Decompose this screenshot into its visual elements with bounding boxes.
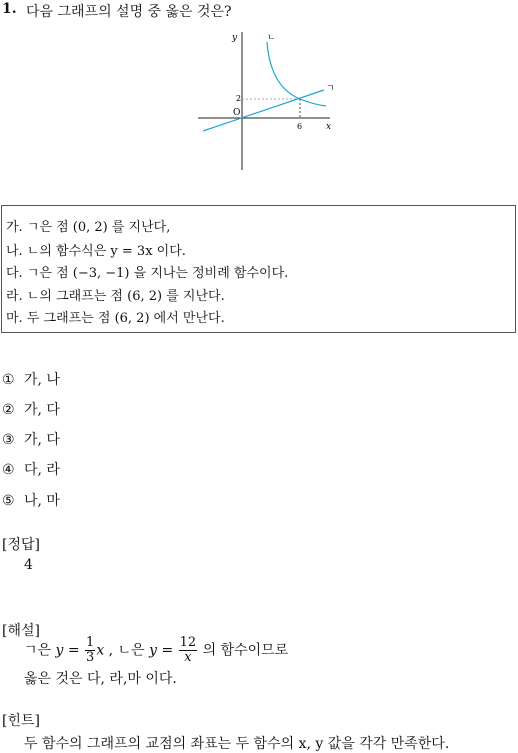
hyperbola-label: ㄴ bbox=[267, 33, 276, 43]
answer-heading: [정답] bbox=[2, 537, 40, 553]
tick-x-label: 6 bbox=[297, 122, 303, 131]
choice-2[interactable] bbox=[2, 399, 60, 419]
fraction-1 bbox=[85, 636, 95, 665]
explanation-line-1 bbox=[24, 636, 288, 665]
explanation-heading: [해설] bbox=[2, 623, 40, 639]
hyperbola-graph bbox=[267, 42, 326, 106]
statement-5: 마. 두 그래프는 점 (6, 2) 에서 만난다. bbox=[6, 311, 225, 326]
equation-x-1: x bbox=[96, 642, 105, 659]
origin-label: O bbox=[233, 108, 241, 118]
statement-3: 다. ㄱ은 점 (−3, −1) 을 지나는 정비례 함수이다. bbox=[6, 266, 289, 281]
choice-text: 나, 마 bbox=[24, 493, 60, 509]
choice-text: 가, 다 bbox=[24, 402, 60, 418]
function-graph bbox=[190, 28, 340, 173]
fraction-2-numerator: 12 bbox=[179, 635, 197, 650]
explanation-line-2: 옳은 것은 다, 라,마 이다. bbox=[24, 671, 177, 687]
tick-y-label: 2 bbox=[236, 94, 242, 103]
choice-5[interactable] bbox=[2, 490, 60, 510]
choice-3[interactable] bbox=[2, 429, 60, 449]
choice-text: 다, 라 bbox=[24, 462, 60, 478]
question-text: 다음 그래프의 설명 중 옳은 것은? bbox=[26, 4, 232, 20]
choice-number: ① bbox=[2, 372, 15, 388]
explanation-prefix: ㄱ은 bbox=[24, 642, 56, 659]
fraction-2 bbox=[179, 636, 198, 665]
line-graph bbox=[203, 90, 324, 131]
choice-1[interactable] bbox=[2, 369, 60, 389]
choice-number: ③ bbox=[2, 432, 15, 448]
statement-1: 가. ㄱ은 점 (0, 2) 를 지난다, bbox=[6, 220, 171, 235]
fraction-1-denominator: 3 bbox=[86, 650, 95, 665]
statement-box bbox=[1, 205, 516, 333]
hint-heading: [힌트] bbox=[2, 713, 40, 729]
equation-y-2: y = bbox=[149, 642, 174, 659]
choice-number: ⑤ bbox=[2, 493, 15, 509]
explanation-mid: , ㄴ은 bbox=[104, 642, 150, 659]
explanation-suffix: 의 함수이므로 bbox=[198, 642, 289, 659]
fraction-2-denominator: x bbox=[184, 650, 192, 665]
x-axis-label: x bbox=[326, 122, 332, 132]
equation-y-1: y = bbox=[55, 642, 80, 659]
choice-text: 가, 다 bbox=[24, 432, 60, 448]
statement-4: 라. ㄴ의 그래프는 점 (6, 2) 를 지난다. bbox=[6, 289, 225, 304]
choice-4[interactable] bbox=[2, 459, 60, 479]
hint-text: 두 함수의 그래프의 교점의 좌표는 두 함수의 x, y 값을 각각 만족한다. bbox=[24, 736, 450, 752]
line-label: ㄱ bbox=[326, 84, 335, 94]
fraction-1-numerator: 1 bbox=[86, 635, 95, 650]
choice-text: 가, 나 bbox=[24, 372, 60, 388]
choice-number: ④ bbox=[2, 462, 15, 478]
statement-2: 나. ㄴ의 함수식은 y = 3x 이다. bbox=[6, 244, 186, 259]
answer-value: 4 bbox=[24, 557, 33, 573]
question-number: 1. bbox=[2, 1, 17, 17]
y-axis-label: y bbox=[232, 33, 238, 43]
choice-number: ② bbox=[2, 402, 15, 418]
